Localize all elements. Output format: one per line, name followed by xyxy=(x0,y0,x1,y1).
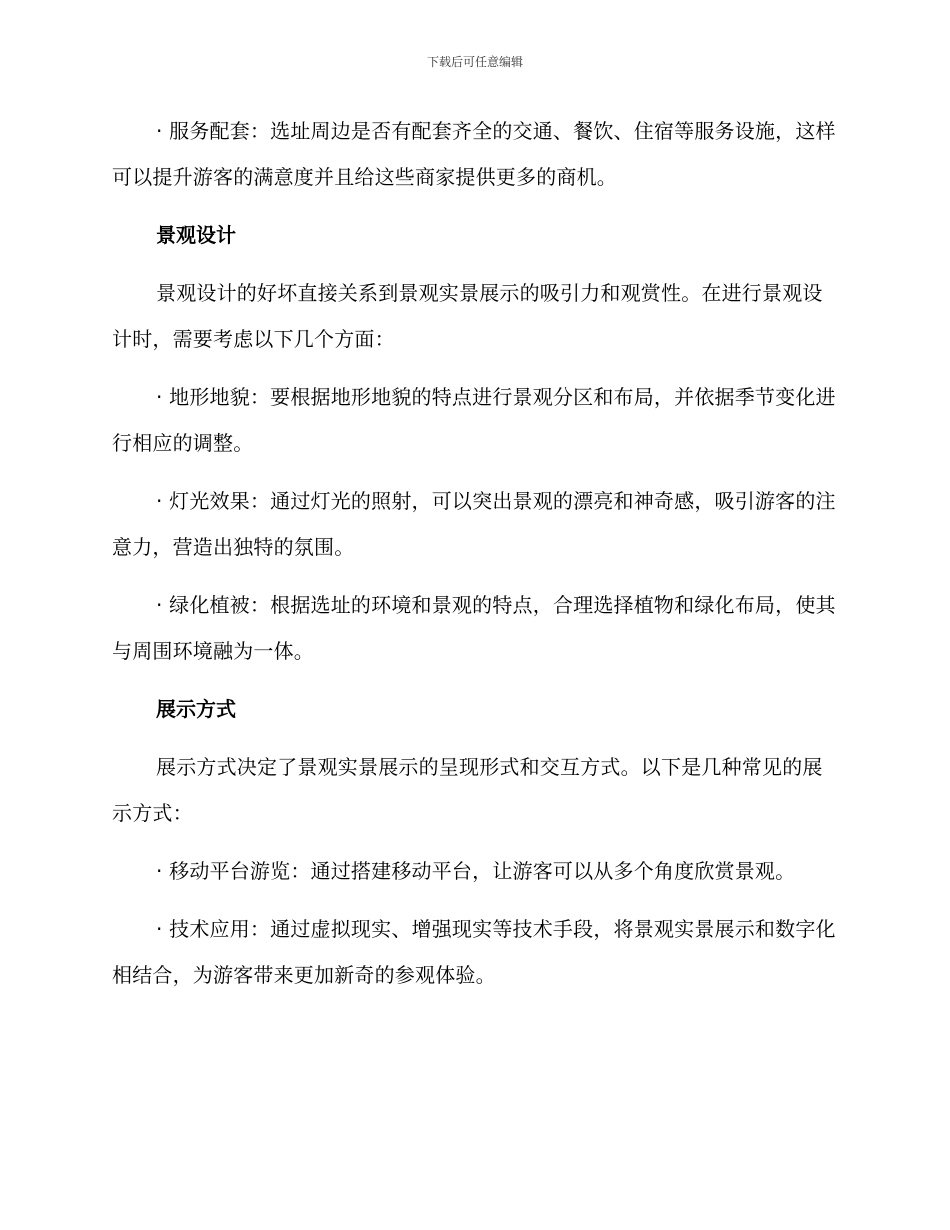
document-body xyxy=(112,108,840,1010)
paragraph-display-intro: 展示方式决定了景观实景展示的呈现形式和交互方式。以下是几种常见的展示方式： xyxy=(112,755,823,825)
paragraph-landscape-intro: 景观设计的好坏直接关系到景观实景展示的吸引力和观赏性。在进行景观设计时，需要考虑以下几个方面： xyxy=(112,281,823,351)
header-note: 下载后可任意编辑 xyxy=(426,55,523,69)
paragraph-mobile-platform: · 移动平台游览：通过搭建移动平台，让游客可以从多个角度欣赏景观。 xyxy=(156,859,796,883)
paragraph-lighting: · 灯光效果：通过灯光的照射，可以突出景观的漂亮和神奇感，吸引游客的注意力，营造出独特的氛围。 xyxy=(112,489,836,559)
paragraph-greening: · 绿化植被：根据选址的环境和景观的特点，合理选择植物和绿化布局，使其与周围环境融为一体。 xyxy=(112,593,836,663)
heading-landscape-design: 景观设计 xyxy=(156,223,236,247)
paragraph-service-facilities: · 服务配套：选址周边是否有配套齐全的交通、餐饮、住宿等服务设施，这样可以提升游客的满意度并且给这些商家提供更多的商机。 xyxy=(112,119,836,189)
paragraph-terrain: · 地形地貌：要根据地形地貌的特点进行景观分区和布局，并依据季节变化进行相应的调整。 xyxy=(112,385,836,455)
heading-display-methods: 展示方式 xyxy=(156,697,236,721)
paragraph-tech-application: · 技术应用：通过虚拟现实、增强现实等技术手段，将景观实景展示和数字化相结合，为游客带来更加新奇的参观体验。 xyxy=(112,917,836,987)
